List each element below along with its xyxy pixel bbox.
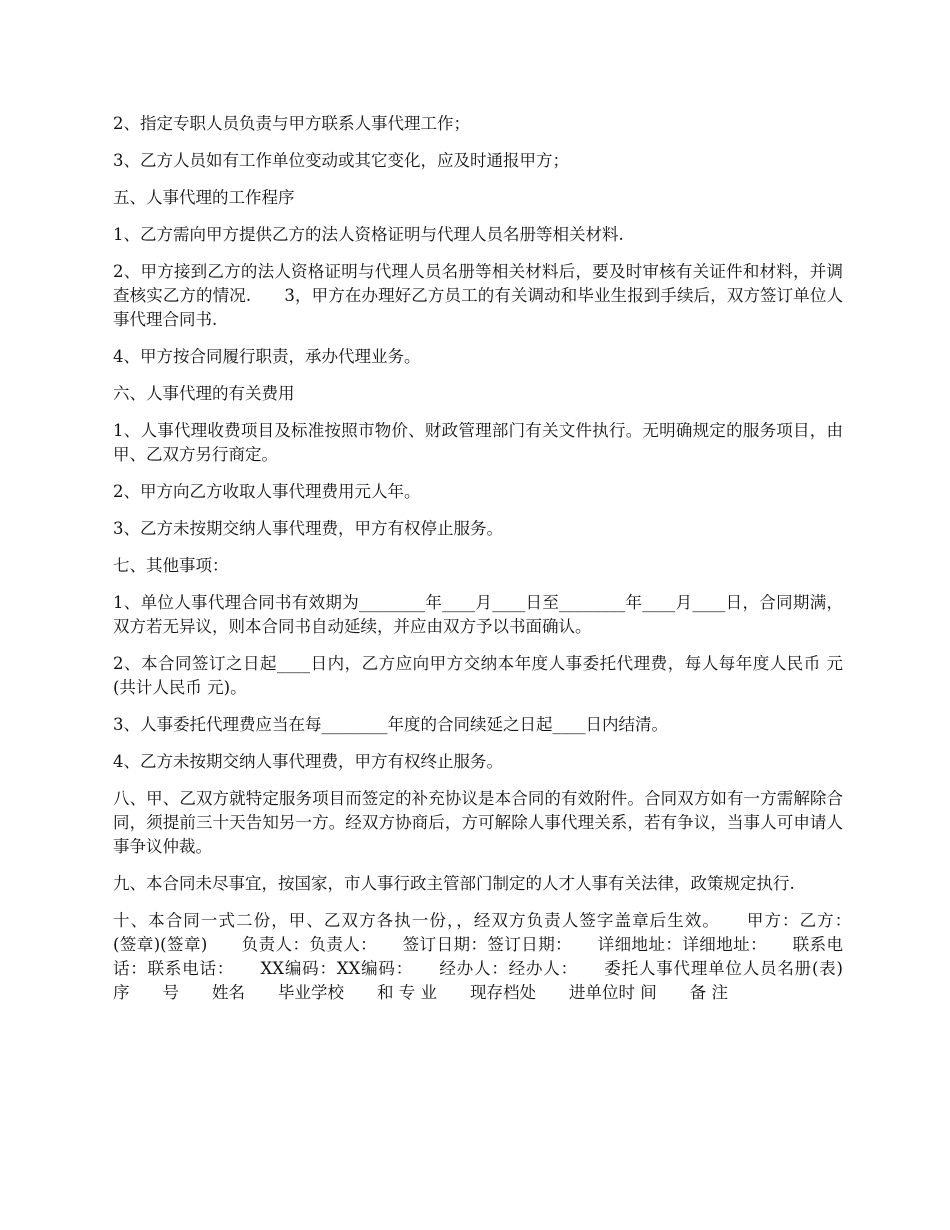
paragraph-item-7-3: 3、人事委托代理费应当在每________年度的合同续延之日起____日内结清。 bbox=[113, 715, 668, 734]
paragraph-item-5-4: 4、甲方按合同履行职责，承办代理业务。 bbox=[113, 347, 421, 366]
section-heading-7: 七、其他事项： bbox=[113, 556, 229, 575]
paragraph-item-5-1: 1、乙方需向甲方提供乙方的法人资格证明与代理人员名册等相关材料. bbox=[113, 225, 624, 244]
paragraph-item-7-2: 2、本合同签订之日起____日内，乙方应向甲方交纳本年度人事委托代理费，每人每年度人民币 元(共计人民币 元)。 bbox=[113, 654, 843, 697]
document-body bbox=[113, 112, 876, 1018]
paragraph-item-6-3: 3、乙方未按期交纳人事代理费，甲方有权停止服务。 bbox=[113, 519, 503, 538]
section-heading-6: 六、人事代理的有关费用 bbox=[113, 384, 295, 403]
paragraph-item-4-2: 2、指定专职人员负责与甲方联系人事代理工作； bbox=[113, 114, 470, 133]
paragraph-item-6-2: 2、甲方向乙方收取人事代理费用元人年。 bbox=[113, 482, 421, 501]
paragraph-item-7-4: 4、乙方未按期交纳人事代理费，甲方有权终止服务。 bbox=[113, 752, 503, 771]
paragraph-item-5-2: 2、甲方接到乙方的法人资格证明与代理人员名册等相关材料后，要及时审核有关证件和材料，并调查核实乙方的情况. 3，甲方在办理好乙方员工的有关调动和毕业生报到手续后，双方签订单位人事代理合同书. bbox=[113, 262, 843, 329]
paragraph-item-6-1: 1、人事代理收费项目及标准按照市物价、财政管理部门有关文件执行。无明确规定的服务项目，由甲、乙双方另行商定。 bbox=[113, 421, 843, 464]
paragraph-item-7-1: 1、单位人事代理合同书有效期为________年____月____日至________年____月____日，合同期满，双方若无异议，则本合同书自动延续，并应由双方予以书面确认。 bbox=[113, 593, 843, 636]
section-paragraph-10: 十、本合同一式二份，甲、乙双方各执一份，，经双方负责人签字盖章后生效。 甲方：乙方： (签章)(签章) 负责人：负责人： 签订日期：签订日期： 详细地址：详细地址： 联系电话：联系电话： XX编码：XX编码： 经办人：经办人： 委托人事代理单位人员名册(表) 序 号 姓名 毕业学校 和 专 业 现存档处 进单位时 间 备 注 bbox=[113, 911, 876, 1002]
paragraph-item-4-3: 3、乙方人员如有工作单位变动或其它变化，应及时通报甲方； bbox=[113, 151, 569, 170]
section-paragraph-9: 九、本合同未尽事宜，按国家，市人事行政主管部门制定的人才人事有关法律，政策规定执行. bbox=[113, 874, 795, 893]
section-heading-5: 五、人事代理的工作程序 bbox=[113, 188, 295, 207]
section-paragraph-8: 八、甲、乙双方就特定服务项目而签定的补充协议是本合同的有效附件。合同双方如有一方需解除合同，须提前三十天告知另一方。经双方协商后，方可解除人事代理关系，若有争议，当事人可申请人事争议仲裁。 bbox=[113, 789, 843, 856]
